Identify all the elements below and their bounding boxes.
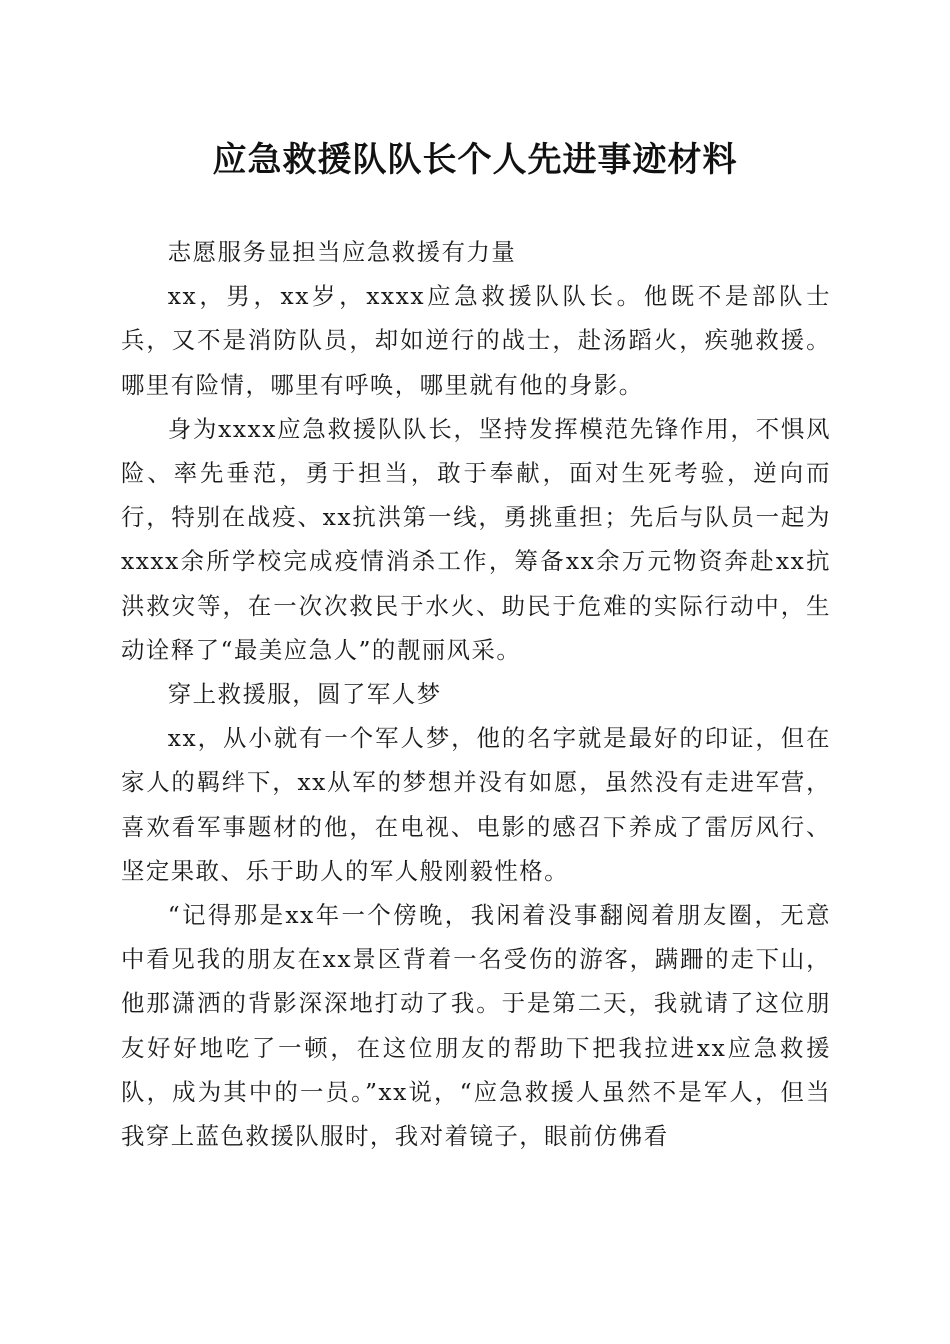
paragraph-quote: “记得那是xx年一个傍晚，我闲着没事翻阅着朋友圈，无意中看见我的朋友在xx景区背着一名受伤的游客，蹒跚的走下山，他那潇洒的背影深深地打动了我。于是第二天，我就请了这位朋友好好地吃了一顿，在这位朋友的帮助下把我拉进xx应急救援队，成为其中的一员。”xx说，“应急救援人虽然不是军人，但当我穿上蓝色救援队服时，我对着镜子，眼前仿佛看 xyxy=(121,901,831,1151)
subheading-uniform: 穿上救援服，圆了军人梦 xyxy=(167,680,442,709)
document-title: 应急救援队队长个人先进事迹材料 xyxy=(212,140,738,180)
document-body xyxy=(121,230,831,1158)
subheading-volunteer: 志愿服务显担当应急救援有力量 xyxy=(167,238,517,266)
paragraph-dream: xx，从小就有一个军人梦，他的名字就是最好的印证，但在家人的羁绊下，xx从军的梦想并没有如愿，虽然没有走进军营，喜欢看军事题材的他，在电视、电影的感召下养成了雷厉风行、坚定果敢、乐于助人的军人般刚毅性格。 xyxy=(121,724,831,885)
paragraph-role: 身为xxxx应急救援队队长，坚持发挥模范先锋作用，不惧风险、率先垂范，勇于担当，敢于奉献，面对生死考验，逆向而行，特别在战疫、xx抗洪第一线，勇挑重担；先后与队员一起为xxxx余所学校完成疫情消杀工作，筹备xx余万元物资奔赴xx抗洪救灾等，在一次次救民于水火、助民于危难的实际行动中，生动诠释了“最美应急人”的靓丽风采。 xyxy=(121,414,831,664)
paragraph-intro: xx，男，xx岁，xxxx应急救援队队长。他既不是部队士兵，又不是消防队员，却如逆行的战士，赴汤蹈火，疾驰救援。哪里有险情，哪里有呼唤，哪里就有他的身影。 xyxy=(121,282,831,399)
